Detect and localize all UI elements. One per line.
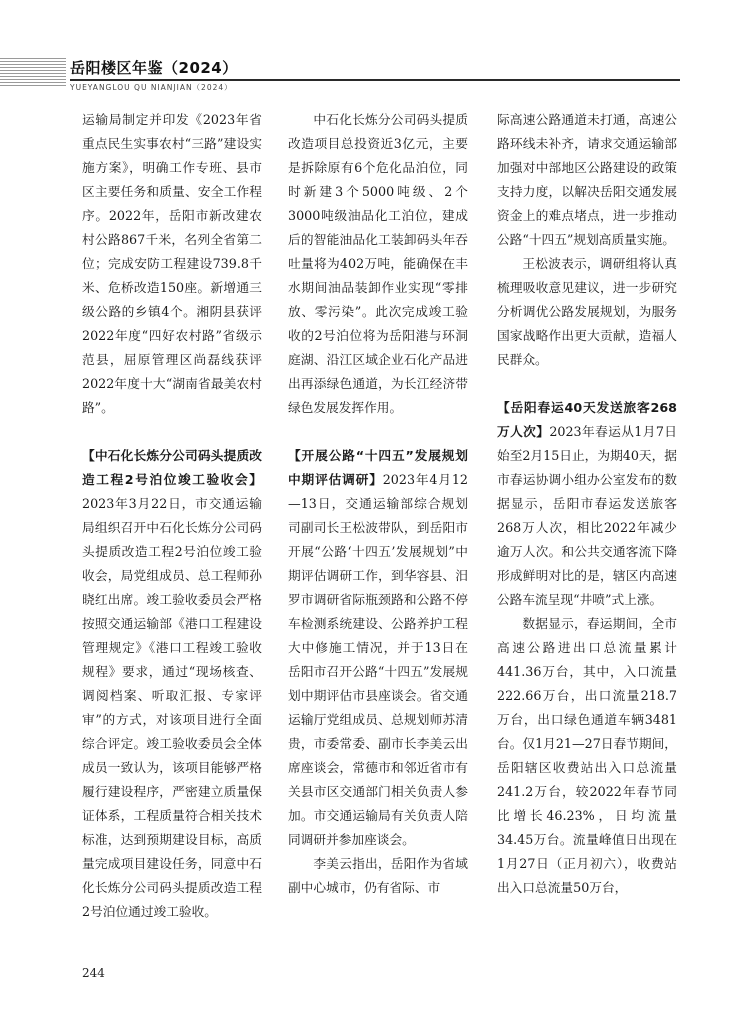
section-body: 2023年4月12—13日，交通运输部综合规划司副司长王松波带队，到岳阳市开展“公路‘十四五’发展规划”中期评估调研工作，到华容县、汨罗市调研省际瓶颈路和公路不停车检测系统建设、公路养护工程大中修施工情况，并于13日在岳阳市召开公路“十四五”发展规划中期评估市县座谈会。省交通运输厅党组成员、总规划师苏清贵，市委常委、副市长李美云出席座谈会，常德市和邻近省市有关县市区交通部门相关负责人参加。市交通运输局有关负责人陪同调研并参加座谈会。	[288, 472, 468, 847]
section-block	[497, 396, 677, 612]
column-right	[497, 108, 677, 900]
yearbook-title: 岳阳楼区年鉴（2024）	[70, 59, 238, 77]
section-block	[288, 444, 468, 852]
paragraph: 运输局制定并印发《2023年省重点民生实事农村“三路”建设实施方案》，明确工作专班、县市区主要任务和质量、安全工作程序。2022年，岳阳市新改建农村公路867千米，名列全省第二位；完成安防工程建设739.8千米、危桥改造150座。新增通三级公路的乡镇4个。湘阴县获评2022年度“四好农村路”省级示范县，屈原管理区尚磊线获评2022年度十大“湖南省最美农村路”。	[82, 112, 262, 415]
paragraph: 数据显示，春运期间，全市高速公路进出口总流量累计441.36万台，其中，入口流量222.66万台，出口流量218.7万台，出口绿色通道车辆3481台。仅1月21—27日春节期间，岳阳辖区收费站出入口总流量241.2万台，较2022年春节同比增长46.23%，日均流量34.45万台。流量峰值日出现在1月27日（正月初六），收费站出入口总流量50万台，	[497, 616, 677, 895]
section-body: 2023年春运从1月7日始至2月15日止，为期40天，据市春运协调小组办公室发布的数据显示，岳阳市春运发送旅客268万人次，相比2022年减少逾万人次。和公共交通客流下降形成鲜明对比的是，辖区内高速公路车流呈现“井喷”式上涨。	[497, 424, 677, 607]
column-middle	[288, 108, 468, 900]
column-left	[82, 108, 262, 924]
section-block	[82, 444, 262, 924]
paragraph: 中石化长炼分公司码头提质改造项目总投资近3亿元，主要是拆除原有6个危化品泊位，同时新建3个5000吨级、2个3000吨级油品化工泊位，建成后的智能油品化工装卸码头年吞吐量将为402万吨，能确保在丰水期间油品装卸作业实现“零排放、零污染”。此次完成竣工验收的2号泊位将为岳阳港与环洞庭湖、沿江区域企业石化产品进出再添绿色通道，为长江经济带绿色发展发挥作用。	[288, 112, 468, 415]
page-number: 244	[82, 966, 105, 980]
header-stripes-decoration	[0, 58, 66, 86]
section-body: 2023年3月22日，市交通运输局组织召开中石化长炼分公司码头提质改造工程2号泊位竣工验收会，局党组成员、总工程师孙晓红出席。竣工验收委员会严格按照交通运输部《港口工程建设管理规定》《港口工程竣工验收规程》要求，通过“现场核查、调阅档案、听取汇报、专家评审”的方式，对该项目进行全面综合评定。竣工验收委员会全体成员一致认为，该项目能够严格履行建设程序，严密建立质量保证体系，工程质量符合相关技术标准，达到预期建设目标，高质量完成项目建设任务，同意中石化长炼分公司码头提质改造工程2号泊位通过竣工验收。	[82, 496, 262, 919]
paragraph: 李美云指出，岳阳作为省域副中心城市，仍有省际、市	[288, 856, 468, 895]
yearbook-subtitle: YUEYANGLOU QU NIANJIAN（2024）	[70, 83, 233, 92]
header-divider	[70, 79, 680, 81]
section-heading: 【岳阳春运40天发送旅客268万人次】	[497, 400, 677, 439]
paragraph: 际高速公路通道未打通，高速公路环线未补齐，请求交通运输部加强对中部地区公路建设的政策支持力度，以解决岳阳交通发展资金上的难点堵点，进一步推动公路“十四五”规划高质量实施。	[497, 112, 677, 247]
paragraph: 王松波表示，调研组将认真梳理吸收意见建议，进一步研究分析调优公路发展规划，为服务国家战略作出更大贡献，造福人民群众。	[497, 256, 677, 367]
section-heading: 【开展公路“十四五”发展规划中期评估调研】	[288, 448, 468, 487]
section-heading: 【中石化长炼分公司码头提质改造工程2号泊位竣工验收会】	[82, 448, 262, 487]
